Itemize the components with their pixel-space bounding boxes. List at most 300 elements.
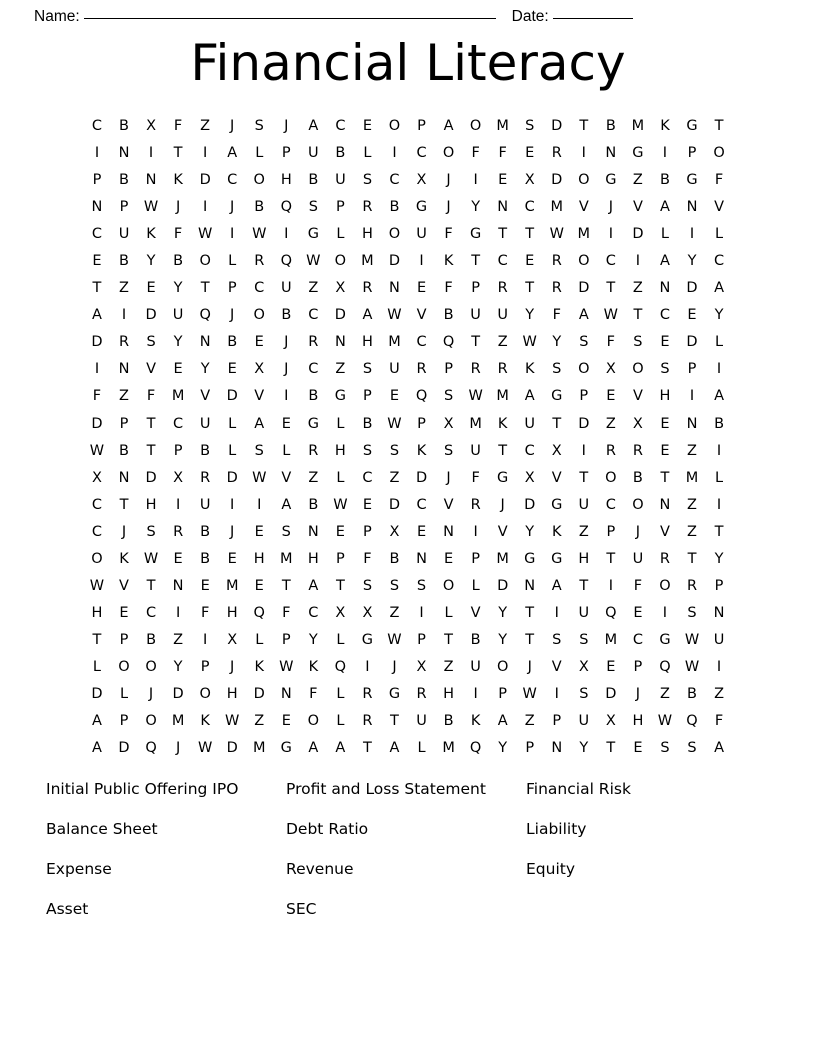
grid-cell[interactable]: H [632,713,644,730]
grid-cell[interactable]: I [121,307,127,324]
grid-cell[interactable]: A [389,740,400,757]
grid-cell[interactable]: G [388,686,401,702]
grid-cell[interactable]: Y [525,523,535,540]
grid-cell[interactable]: V [200,388,211,405]
grid-cell[interactable]: C [173,415,184,432]
grid-cell[interactable]: K [524,361,535,378]
grid-cell[interactable]: F [444,280,453,297]
word-bank-item[interactable]: Liability [526,820,587,838]
grid-cell[interactable]: T [119,496,129,513]
grid-cell[interactable]: T [714,523,724,540]
grid-cell[interactable]: B [308,172,319,189]
grid-cell[interactable]: R [200,469,211,486]
grid-cell[interactable]: U [470,658,481,675]
grid-cell[interactable]: X [91,469,102,486]
word-bank-item[interactable]: Financial Risk [526,780,631,798]
grid-cell[interactable]: E [660,334,670,351]
grid-cell[interactable]: B [335,145,346,162]
grid-cell[interactable]: B [227,334,238,351]
grid-cell[interactable]: X [254,361,265,378]
grid-cell[interactable]: K [443,253,454,270]
grid-cell[interactable]: U [118,226,130,243]
grid-cell[interactable]: E [389,388,400,405]
grid-cell[interactable]: I [230,226,235,243]
grid-cell[interactable]: P [200,658,210,675]
grid-cell[interactable]: W [197,740,213,757]
grid-cell[interactable]: B [389,550,400,567]
grid-cell[interactable]: W [252,469,267,486]
grid-cell[interactable]: E [173,550,183,567]
grid-cell[interactable]: F [309,686,318,702]
grid-cell[interactable]: C [308,361,319,378]
grid-cell[interactable]: N [659,280,671,297]
grid-cell[interactable]: G [632,145,644,162]
grid-cell[interactable]: L [471,577,480,594]
grid-cell[interactable]: J [148,686,154,702]
grid-cell[interactable]: N [118,469,130,486]
grid-cell[interactable]: K [552,523,562,540]
grid-cell[interactable]: E [443,550,454,567]
grid-cell[interactable]: I [148,145,154,162]
grid-cell[interactable]: S [389,442,400,459]
grid-cell[interactable]: D [551,172,563,189]
grid-cell[interactable]: P [525,740,535,757]
grid-cell[interactable]: C [308,307,319,324]
grid-cell[interactable]: K [200,713,210,730]
grid-cell[interactable]: U [308,145,319,162]
grid-cell[interactable]: O [145,713,157,730]
grid-cell[interactable]: M [361,253,374,270]
grid-cell[interactable]: C [659,307,670,324]
grid-cell[interactable]: D [91,334,103,351]
grid-cell[interactable]: F [714,713,724,730]
grid-cell[interactable]: G [686,118,698,135]
grid-cell[interactable]: L [255,145,264,162]
grid-cell[interactable]: E [416,523,427,540]
grid-cell[interactable]: M [469,415,482,432]
grid-cell[interactable]: C [91,226,103,243]
grid-cell[interactable]: Z [578,523,589,540]
grid-cell[interactable]: E [92,253,102,270]
grid-cell[interactable]: S [579,334,589,351]
grid-cell[interactable]: V [146,361,157,378]
grid-cell[interactable]: U [497,307,508,324]
grid-cell[interactable]: I [608,226,613,243]
grid-cell[interactable]: G [551,388,563,405]
grid-cell[interactable]: M [225,577,239,594]
grid-cell[interactable]: Z [308,280,319,297]
grid-cell[interactable]: A [335,740,346,757]
grid-cell[interactable]: F [606,334,616,351]
grid-cell[interactable]: T [579,577,589,594]
grid-cell[interactable]: Z [632,172,643,189]
grid-cell[interactable]: J [284,334,289,351]
grid-cell[interactable]: B [173,253,184,270]
grid-cell[interactable]: D [632,226,644,243]
grid-cell[interactable]: C [91,496,103,513]
grid-cell[interactable]: S [687,740,697,757]
grid-cell[interactable]: O [199,686,211,702]
grid-cell[interactable]: M [388,334,401,351]
grid-cell[interactable]: G [469,226,482,243]
grid-cell[interactable]: H [578,550,590,567]
grid-cell[interactable]: R [551,253,562,270]
grid-cell[interactable]: X [578,658,589,675]
grid-cell[interactable]: O [442,145,455,162]
grid-cell[interactable]: N [118,145,130,162]
grid-cell[interactable]: L [336,415,345,432]
grid-cell[interactable]: J [635,523,641,540]
grid-cell[interactable]: S [146,334,156,351]
grid-cell[interactable]: F [363,550,372,567]
grid-cell[interactable]: X [173,469,184,486]
grid-cell[interactable]: U [199,415,211,432]
grid-cell[interactable]: N [145,172,157,189]
grid-cell[interactable]: K [173,172,183,189]
grid-cell[interactable]: Z [173,631,184,648]
grid-cell[interactable]: M [171,388,185,405]
grid-cell[interactable]: R [470,361,481,378]
grid-cell[interactable]: O [578,361,590,378]
grid-cell[interactable]: W [143,550,159,567]
grid-cell[interactable]: M [577,226,591,243]
grid-cell[interactable]: I [175,496,181,513]
grid-cell[interactable]: M [171,713,185,730]
grid-cell[interactable]: W [279,658,294,675]
grid-cell[interactable]: B [281,307,292,324]
grid-cell[interactable]: I [94,361,100,378]
grid-cell[interactable]: R [551,280,562,297]
grid-cell[interactable]: A [578,307,589,324]
grid-cell[interactable]: C [389,172,400,189]
grid-cell[interactable]: Q [442,334,455,351]
grid-cell[interactable]: G [659,631,671,648]
grid-cell[interactable]: L [336,469,345,486]
grid-cell[interactable]: C [713,253,725,270]
grid-cell[interactable]: F [173,226,183,243]
grid-cell[interactable]: J [446,469,451,486]
grid-cell[interactable]: Z [200,118,211,135]
grid-cell[interactable]: O [307,713,320,730]
grid-cell[interactable]: X [443,415,454,432]
grid-cell[interactable]: C [632,631,643,648]
grid-cell[interactable]: G [605,172,617,189]
grid-cell[interactable]: S [579,631,589,648]
grid-cell[interactable]: S [443,388,454,405]
grid-cell[interactable]: A [551,577,562,594]
grid-cell[interactable]: Q [659,658,671,675]
grid-cell[interactable]: W [89,577,105,594]
grid-cell[interactable]: H [361,334,373,351]
grid-cell[interactable]: U [335,172,346,189]
grid-cell[interactable]: Y [308,631,318,648]
grid-cell[interactable]: E [146,280,156,297]
grid-cell[interactable]: S [525,118,535,135]
grid-cell[interactable]: K [146,226,156,243]
grid-cell[interactable]: R [362,713,373,730]
grid-cell[interactable]: Q [253,604,265,621]
grid-cell[interactable]: Y [200,361,210,378]
grid-cell[interactable]: L [714,469,724,486]
grid-cell[interactable]: S [660,740,670,757]
grid-cell[interactable]: O [145,658,157,675]
grid-cell[interactable]: I [581,145,586,162]
grid-cell[interactable]: N [605,145,617,162]
grid-cell[interactable]: O [469,118,482,135]
grid-cell[interactable]: D [686,334,698,351]
grid-cell[interactable]: U [416,713,427,730]
grid-cell[interactable]: W [468,388,483,405]
grid-cell[interactable]: R [308,442,319,459]
word-bank-item[interactable]: Asset [46,900,89,918]
grid-cell[interactable]: Y [714,550,724,567]
grid-cell[interactable]: D [497,577,509,594]
grid-cell[interactable]: I [419,253,424,270]
grid-cell[interactable]: L [228,442,237,459]
grid-cell[interactable]: B [308,388,319,405]
grid-cell[interactable]: C [416,334,427,351]
grid-cell[interactable]: D [578,415,590,432]
grid-cell[interactable]: T [146,415,156,432]
grid-cell[interactable]: E [119,604,129,621]
grid-cell[interactable]: J [175,199,181,216]
grid-cell[interactable]: E [281,415,291,432]
grid-cell[interactable]: B [687,686,697,702]
grid-cell[interactable]: I [473,172,478,189]
grid-cell[interactable]: T [200,280,210,297]
grid-cell[interactable]: D [199,172,211,189]
grid-cell[interactable]: I [230,496,235,513]
grid-cell[interactable]: M [631,118,645,135]
grid-cell[interactable]: I [257,496,262,513]
grid-cell[interactable]: Y [525,307,535,324]
grid-cell[interactable]: C [145,604,157,621]
grid-cell[interactable]: B [119,172,129,189]
grid-cell[interactable]: V [632,388,643,405]
grid-cell[interactable]: O [605,469,617,486]
grid-cell[interactable]: T [606,740,616,757]
grid-cell[interactable]: D [686,280,698,297]
grid-cell[interactable]: W [387,631,402,648]
grid-cell[interactable]: L [417,740,426,757]
grid-cell[interactable]: N [280,686,292,702]
word-bank-item[interactable]: SEC [286,900,317,918]
word-bank-item[interactable]: Profit and Loss Statement [286,780,486,798]
grid-cell[interactable]: N [118,361,130,378]
grid-cell[interactable]: X [362,604,373,621]
grid-cell[interactable]: A [659,253,670,270]
grid-cell[interactable]: J [230,118,235,135]
grid-cell[interactable]: T [498,442,508,459]
grid-cell[interactable]: R [362,280,373,297]
grid-cell[interactable]: V [714,199,724,216]
grid-cell[interactable]: F [471,145,480,162]
grid-cell[interactable]: A [362,307,373,324]
grid-cell[interactable]: B [362,415,373,432]
grid-cell[interactable]: R [416,686,427,702]
grid-cell[interactable]: M [496,550,509,567]
grid-cell[interactable]: R [308,334,319,351]
grid-cell[interactable]: X [389,523,400,540]
grid-cell[interactable]: B [389,199,400,216]
grid-cell[interactable]: O [253,172,265,189]
grid-cell[interactable]: L [363,145,372,162]
grid-cell[interactable]: W [143,199,159,216]
grid-cell[interactable]: J [284,118,289,135]
grid-cell[interactable]: B [714,415,725,432]
grid-cell[interactable]: O [632,361,644,378]
grid-cell[interactable]: S [308,199,318,216]
grid-cell[interactable]: V [254,388,265,405]
grid-cell[interactable]: Z [524,713,535,730]
grid-cell[interactable]: N [172,577,184,594]
grid-cell[interactable]: L [336,713,345,730]
grid-cell[interactable]: C [416,145,427,162]
grid-cell[interactable]: L [444,604,453,621]
grid-cell[interactable]: T [714,118,724,135]
grid-cell[interactable]: A [714,740,724,757]
grid-cell[interactable]: Z [605,415,616,432]
grid-cell[interactable]: I [716,658,722,675]
grid-cell[interactable]: E [633,604,643,621]
grid-cell[interactable]: Q [280,199,292,216]
grid-cell[interactable]: J [635,686,641,702]
grid-cell[interactable]: S [633,334,643,351]
grid-cell[interactable]: V [416,307,427,324]
grid-cell[interactable]: B [200,550,211,567]
grid-cell[interactable]: L [228,253,237,270]
grid-cell[interactable]: P [336,199,345,216]
grid-cell[interactable]: P [471,280,480,297]
grid-cell[interactable]: L [660,226,669,243]
grid-cell[interactable]: T [606,280,616,297]
grid-cell[interactable]: C [362,469,373,486]
grid-cell[interactable]: U [470,307,481,324]
grid-cell[interactable]: Z [687,496,697,513]
grid-cell[interactable]: E [498,172,508,189]
grid-cell[interactable]: D [118,740,130,757]
grid-cell[interactable]: E [525,145,535,162]
grid-cell[interactable]: Q [605,604,617,621]
grid-cell[interactable]: A [308,577,319,594]
grid-cell[interactable]: P [119,415,129,432]
grid-cell[interactable]: P [417,631,426,648]
grid-cell[interactable]: C [524,199,535,216]
grid-cell[interactable]: Y [498,604,508,621]
grid-cell[interactable]: Q [415,388,428,405]
grid-cell[interactable]: K [308,658,319,675]
grid-cell[interactable]: F [200,604,210,621]
grid-cell[interactable]: V [578,199,589,216]
word-bank-item[interactable]: Expense [46,860,112,878]
grid-cell[interactable]: L [228,415,237,432]
grid-cell[interactable]: R [470,496,481,513]
grid-cell[interactable]: I [662,604,668,621]
grid-cell[interactable]: J [446,172,451,189]
grid-cell[interactable]: P [417,415,426,432]
grid-cell[interactable]: S [281,523,291,540]
grid-cell[interactable]: Z [443,658,454,675]
grid-cell[interactable]: N [334,334,346,351]
grid-cell[interactable]: H [91,604,103,621]
grid-cell[interactable]: J [230,658,235,675]
grid-cell[interactable]: T [525,280,535,297]
grid-cell[interactable]: O [253,307,265,324]
grid-cell[interactable]: G [334,388,346,405]
grid-cell[interactable]: E [416,280,427,297]
grid-cell[interactable]: D [145,469,157,486]
grid-cell[interactable]: P [471,550,480,567]
word-bank-item[interactable]: Equity [526,860,576,878]
grid-cell[interactable]: T [444,631,453,648]
grid-cell[interactable]: N [389,280,400,297]
grid-cell[interactable]: G [497,469,509,486]
grid-cell[interactable]: I [581,442,586,459]
grid-cell[interactable]: C [91,118,103,135]
grid-cell[interactable]: B [632,469,643,486]
grid-cell[interactable]: T [660,469,670,486]
grid-cell[interactable]: G [361,631,374,648]
grid-cell[interactable]: O [578,172,590,189]
grid-cell[interactable]: I [716,442,722,459]
grid-cell[interactable]: T [92,631,102,648]
grid-cell[interactable]: Y [687,253,697,270]
grid-cell[interactable]: N [443,523,454,540]
grid-cell[interactable]: E [254,523,264,540]
grid-cell[interactable]: U [280,280,292,297]
grid-cell[interactable]: P [119,199,129,216]
grid-cell[interactable]: I [473,686,478,702]
grid-cell[interactable]: L [336,631,345,648]
grid-cell[interactable]: H [659,388,671,405]
grid-cell[interactable]: S [687,604,697,621]
grid-cell[interactable]: A [659,199,670,216]
grid-cell[interactable]: D [415,469,428,486]
grid-cell[interactable]: P [687,145,697,162]
grid-cell[interactable]: B [254,199,265,216]
grid-cell[interactable]: A [308,740,319,757]
grid-cell[interactable]: E [335,523,345,540]
grid-cell[interactable]: P [363,388,372,405]
grid-cell[interactable]: W [225,713,240,730]
grid-cell[interactable]: G [686,172,698,189]
grid-cell[interactable]: R [416,361,427,378]
grid-cell[interactable]: O [388,118,401,135]
grid-cell[interactable]: J [230,523,235,540]
grid-cell[interactable]: W [522,686,537,702]
grid-cell[interactable]: E [525,253,535,270]
grid-cell[interactable]: Z [497,334,508,351]
grid-cell[interactable]: V [281,469,292,486]
grid-cell[interactable]: L [92,658,101,675]
grid-cell[interactable]: U [199,496,211,513]
grid-cell[interactable]: T [525,631,535,648]
grid-cell[interactable]: K [119,550,129,567]
grid-cell[interactable]: P [281,631,291,648]
grid-cell[interactable]: I [716,361,722,378]
grid-cell[interactable]: D [388,253,401,270]
word-bank-item[interactable]: Revenue [286,860,354,878]
grid-cell[interactable]: H [443,686,455,702]
grid-cell[interactable]: C [605,496,616,513]
grid-cell[interactable]: D [524,496,536,513]
grid-cell[interactable]: S [254,442,264,459]
grid-cell[interactable]: I [284,388,289,405]
grid-cell[interactable]: U [524,415,536,432]
grid-cell[interactable]: N [307,523,319,540]
grid-cell[interactable]: P [687,361,697,378]
grid-cell[interactable]: P [173,442,183,459]
